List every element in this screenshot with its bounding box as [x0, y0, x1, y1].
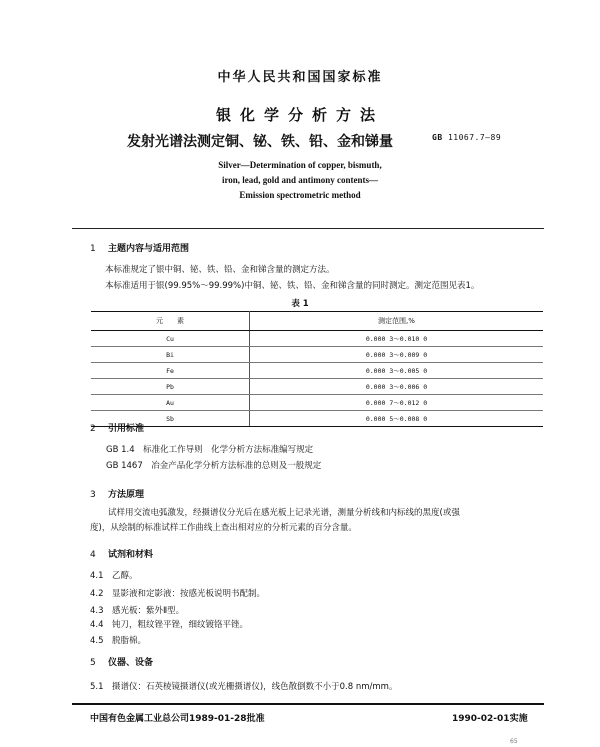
table-row — [91, 363, 543, 379]
table-row — [91, 395, 543, 411]
footer-divider — [72, 703, 544, 705]
section-4-number: 4 — [90, 550, 96, 560]
effective-date: 1990-02-01实施 — [452, 714, 528, 724]
table-1-caption: 表 1 — [291, 299, 309, 309]
item-number: 4.4 — [90, 620, 104, 630]
list-item — [90, 569, 138, 581]
column-header-range: 测定范围,% — [250, 312, 544, 331]
national-standard-heading: 中华人民共和国国家标准 — [217, 70, 383, 85]
section-5-heading — [90, 655, 153, 668]
section-1-para-1: 本标准规定了银中铜、铋、铁、铅、金和锑含量的测定方法。 — [105, 265, 335, 275]
item-text: 摄谱仪：石英棱镜摄谱仪(或光栅摄谱仪)，线色散倒数不小于0.8 nm/mm。 — [112, 682, 398, 692]
document-subtitle: 发射光谱法测定铜、铋、铁、铅、金和锑量 — [127, 134, 393, 150]
item-number: 5.1 — [90, 682, 104, 692]
page-number: 65 — [510, 738, 518, 745]
section-3-para-2: 度)，从绘制的标准试样工作曲线上查出相对应的分析元素的百分含量。 — [90, 523, 357, 533]
item-text: 感光板：紫外Ⅱ型。 — [112, 606, 185, 616]
cell-range: 0.000 3～0.006 0 — [250, 379, 544, 395]
cell-range: 0.000 3～0.005 0 — [250, 363, 544, 379]
standard-number — [432, 133, 501, 142]
english-title-line-2: iron, lead, gold and antimony contents— — [221, 175, 379, 185]
cell-range: 0.000 3～0.009 0 — [250, 347, 544, 363]
approval-statement: 中国有色金属工业总公司1989-01-28批准 — [90, 714, 265, 724]
list-item — [90, 680, 397, 692]
document-title: 银化学分析方法 — [215, 106, 384, 124]
cell-element: Pb — [91, 379, 250, 395]
item-number: 4.2 — [90, 589, 104, 599]
english-title-line-1: Silver—Determination of copper, bismuth, — [218, 160, 382, 170]
cell-element: Cu — [91, 331, 250, 347]
standard-number-value: 11067.7—89 — [447, 133, 502, 142]
cell-range: 0.000 5～0.008 0 — [250, 411, 544, 427]
section-4-heading — [90, 547, 153, 560]
section-2-heading — [90, 421, 144, 434]
section-1-para-2: 本标准适用于银(99.95%～99.99%)中铜、铋、铁、铅、金和锑含量的同时测定。测定范围见表1。 — [105, 281, 480, 291]
item-number: 4.3 — [90, 606, 104, 616]
reference-gb-1467: GB 1467 冶金产品化学分析方法标准的总则及一般规定 — [106, 461, 322, 471]
cell-range: 0.000 3～0.010 0 — [250, 331, 544, 347]
column-header-element: 元 素 — [91, 312, 250, 331]
list-item — [90, 604, 184, 616]
list-item — [90, 618, 248, 630]
cell-range: 0.000 7～0.012 0 — [250, 395, 544, 411]
cell-element: Sb — [91, 411, 250, 427]
section-5-number: 5 — [90, 658, 96, 668]
cell-element: Fe — [91, 363, 250, 379]
standard-code: GB — [432, 133, 443, 142]
section-5-title: 仪器、设备 — [108, 658, 154, 668]
reference-gb-1-4: GB 1.4 标准化工作导则 化学分析方法标准编写规定 — [106, 445, 314, 455]
table-1 — [91, 311, 543, 427]
item-text: 脱脂棉。 — [112, 636, 147, 646]
table-row — [91, 347, 543, 363]
section-3-heading — [90, 487, 144, 500]
item-text: 乙醇。 — [112, 571, 138, 581]
section-1-heading — [90, 241, 189, 254]
item-number: 4.1 — [90, 571, 104, 581]
item-text: 显影液和定影液：按感光板说明书配制。 — [112, 589, 266, 599]
section-4-title: 试剂和材料 — [108, 550, 154, 560]
table-row — [91, 331, 543, 347]
item-text: 钝刀，粗纹锉平锉，细纹镀铬平锉。 — [112, 620, 249, 630]
header-divider — [72, 228, 544, 229]
cell-element: Au — [91, 395, 250, 411]
section-1-number: 1 — [90, 244, 96, 254]
table-row — [91, 411, 543, 427]
cell-element: Bi — [91, 347, 250, 363]
list-item — [90, 634, 146, 646]
section-2-number: 2 — [90, 424, 96, 434]
list-item — [90, 587, 265, 599]
table-header-row — [91, 312, 543, 331]
section-3-number: 3 — [90, 490, 96, 500]
table-row — [91, 379, 543, 395]
item-number: 4.5 — [90, 636, 104, 646]
section-3-title: 方法原理 — [108, 490, 145, 500]
english-title-line-3: Emission spectrometric method — [239, 190, 361, 200]
section-1-title: 主题内容与适用范围 — [108, 244, 190, 254]
section-2-title: 引用标准 — [108, 424, 145, 434]
section-3-para-1: 试样用交流电弧激发，经摄谱仪分光后在感光板上记录光谱，测量分析线和内标线的黑度(或强 — [108, 508, 460, 518]
